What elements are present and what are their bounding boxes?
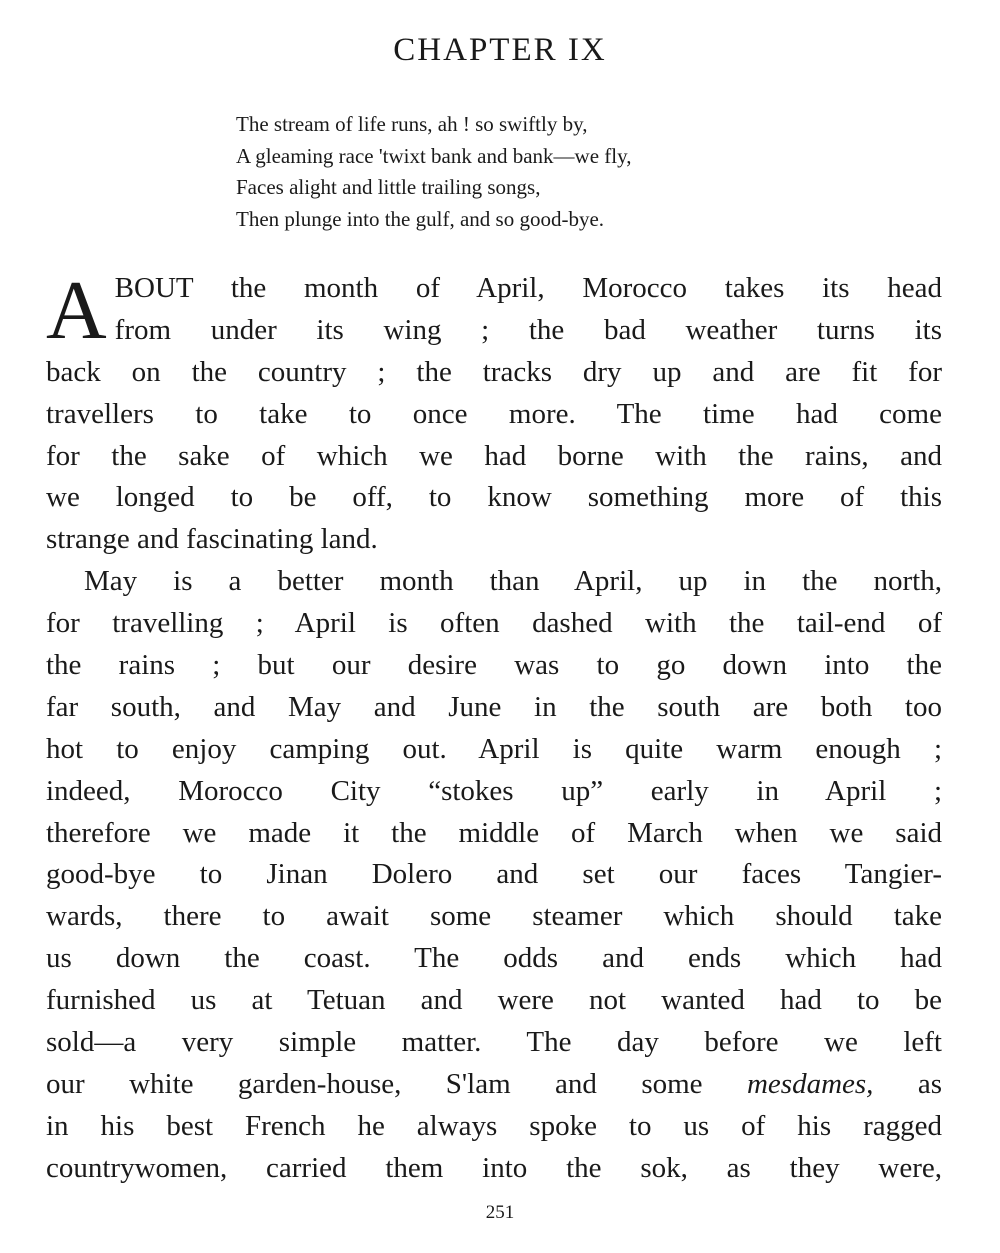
text-line: countrywomen, carried them into the sok, as they were, [46, 1151, 942, 1184]
text-line: us down the coast. The odds and ends which had [46, 942, 942, 975]
text-line: back on the country ; the tracks dry up and are fit for [46, 355, 942, 388]
text-line: BOUT the month of April, Morocco takes its head [114, 272, 942, 304]
text-line: for the sake of which we had borne with the rains, and [46, 439, 942, 472]
text-line: therefore we made it the middle of March when we said [46, 816, 942, 849]
epigraph [236, 109, 631, 235]
text-segment: as [917, 1067, 943, 1100]
text-line: strange and fascinating land. [46, 523, 378, 556]
text-line: sold—a very simple matter. The day before we left [46, 1026, 942, 1059]
text-line: far south, and May and June in the south are both too [46, 690, 942, 723]
body-text [46, 264, 943, 1190]
text-line [46, 1064, 942, 1106]
chapter-title: CHAPTER IX [393, 32, 607, 68]
text-line: from under its wing ; the bad weather turns its [114, 313, 942, 346]
text-line: May is a better month than April, up in the north, [84, 565, 942, 598]
page-number: 251 [485, 1202, 515, 1223]
text-line: hot to enjoy camping out. April is quite warm enough ; [46, 732, 942, 765]
paragraph [46, 264, 942, 561]
text-line: travellers to take to once more. The time had come [46, 397, 942, 430]
text-line: furnished us at Tetuan and were not wanted had to be [46, 984, 942, 1017]
text-line: in his best French he always spoke to us of his ragged [46, 1109, 942, 1142]
text-line: we longed to be off, to know something more of this [46, 481, 942, 514]
text-line: good-bye to Jinan Dolero and set our faces Tangier- [46, 858, 942, 891]
epigraph-line: A gleaming race 'twixt bank and bank—we fly, [236, 143, 632, 168]
text-segment: our white garden-house, S'lam and some [46, 1067, 703, 1100]
text-line: wards, there to await some steamer which should take [46, 900, 942, 933]
epigraph-line: Faces alight and little trailing songs, [236, 175, 541, 199]
drop-cap: A [46, 264, 107, 357]
text-line: indeed, Morocco City “stokes up” early in April ; [46, 774, 942, 807]
epigraph-line: Then plunge into the gulf, and so good-bye. [236, 206, 605, 231]
paragraph [46, 561, 942, 1189]
epigraph-line: The stream of life runs, ah ! so swiftly by, [236, 112, 588, 136]
italic-word: mesdames, [746, 1067, 874, 1100]
text-line: for travelling ; April is often dashed with the tail-end of [46, 607, 942, 640]
text-line: the rains ; but our desire was to go down into the [46, 649, 942, 682]
